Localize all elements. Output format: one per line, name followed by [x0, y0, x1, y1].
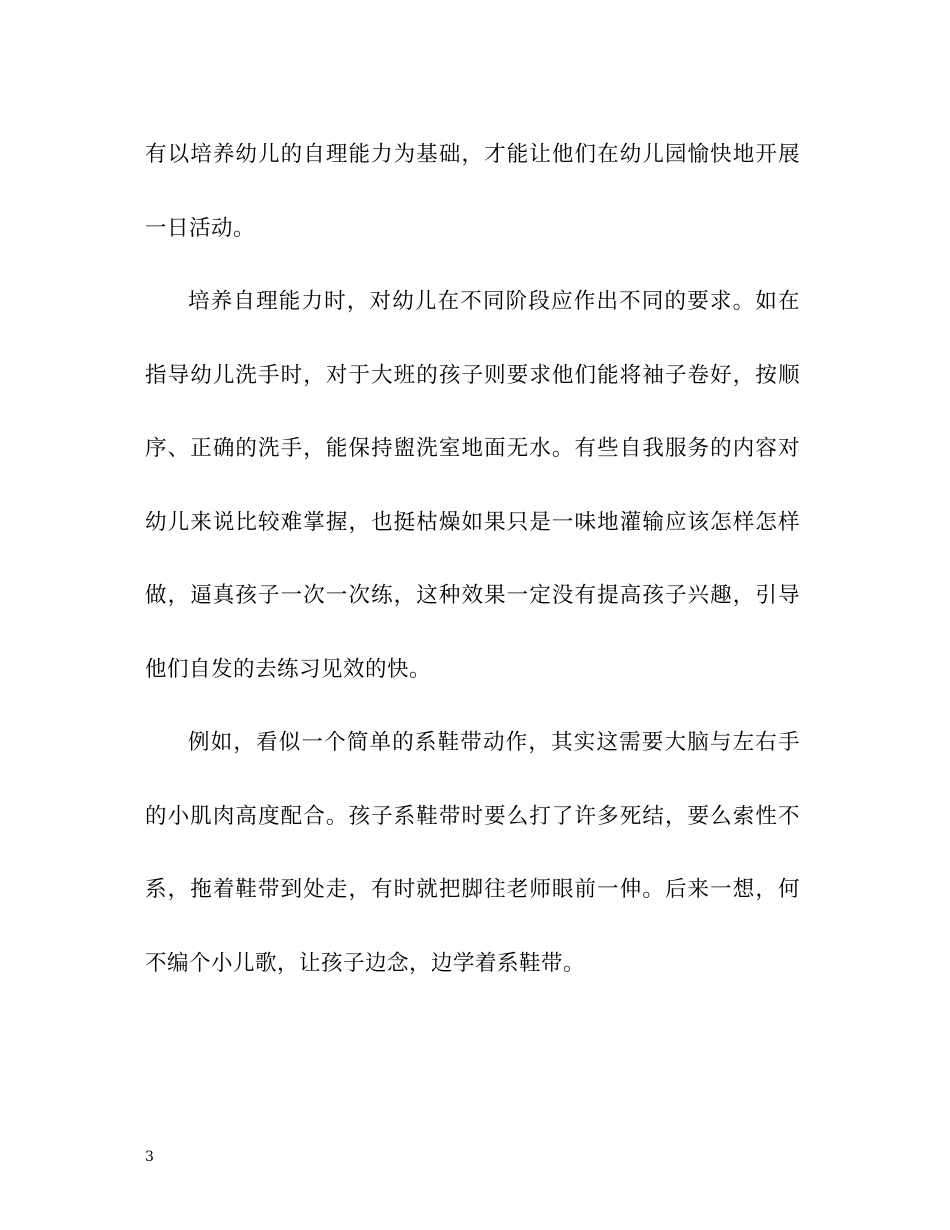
paragraph-2: 培养自理能力时，对幼儿在不同阶段应作出不同的要求。如在指导幼儿洗手时，对于大班的孩子则要求他们能将袖子卷好，按顺序、正确的洗手，能保持盥洗室地面无水。有些自我服务的内容对幼儿来说比较难掌握，也挺枯燥如果只是一味地灌输应该怎样怎样做，逼真孩子一次一次练，这种效果一定没有提高孩子兴趣，引导他们自发的去练习见效的快。	[145, 289, 800, 682]
paragraph-1: 有以培养幼儿的自理能力为基础，才能让他们在幼儿园愉快地开展一日活动。	[145, 142, 800, 241]
body-text	[145, 118, 800, 1000]
page-number: 3	[145, 1149, 154, 1165]
paragraph-3: 例如，看似一个简单的系鞋带动作，其实这需要大脑与左右手的小肌肉高度配合。孩子系鞋带时要么打了许多死结，要么索性不系，拖着鞋带到处走，有时就把脚往老师眼前一伸。后来一想，何不编个小儿歌，让孩子边念，边学着系鞋带。	[145, 730, 800, 976]
